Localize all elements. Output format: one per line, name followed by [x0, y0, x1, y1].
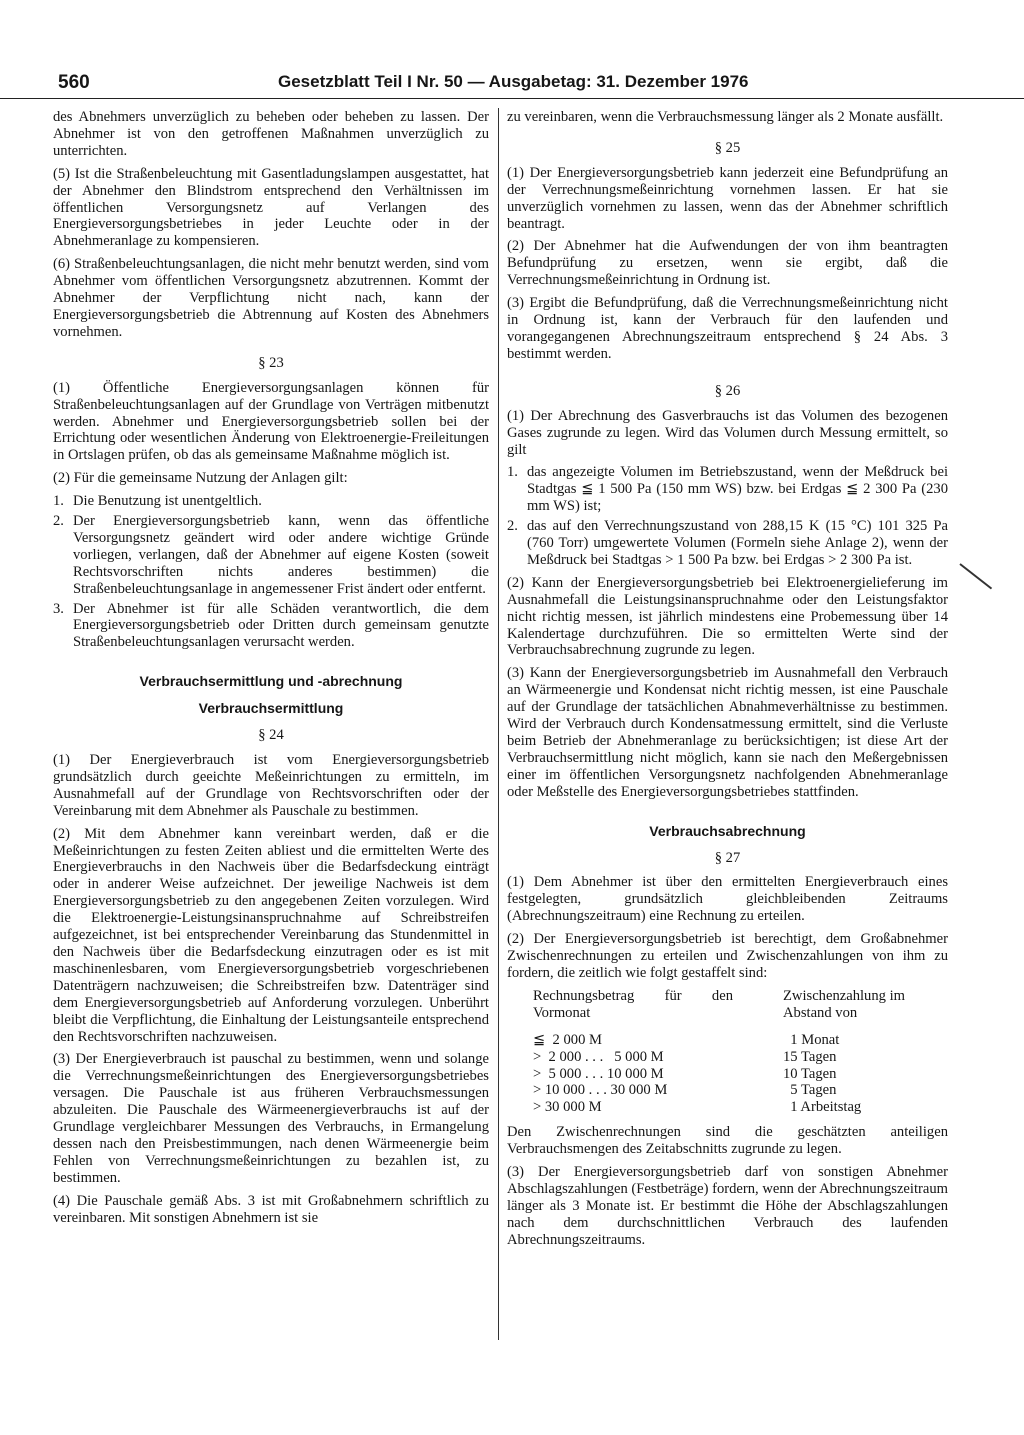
paragraph: (5) Ist die Straßenbeleuchtung mit Gasentladungslampen ausgestattet, hat der Abnehmer den Blindstrom entsprechend den Verhältnissen im öffentlichen Versorgungsnetz auf Verlangen des Energieversorgungsbetriebes in jeder Leuchte oder in der Abnehmeranlage zu kompensieren. — [53, 165, 489, 250]
list-item: 3. Der Abnehmer ist für alle Schäden verantwortlich, die dem Energieversorgungsbetrieb oder Dritten durch gemeinsam genutzte Straßenbeleuchtungsanlagen verursacht werden. — [53, 600, 489, 651]
section-number: § 23 — [258, 354, 284, 371]
paragraph: (2) Kann der Energieversorgungsbetrieb bei Elektroenergielieferung im Ausnahmefall die Leistungsinanspruchnahme oder den Leistungsfaktor nicht richtig messen, ist jährlich mindestens eine Probemessung über 14 Kalendertage durchzuführen. Die so ermittelten Werte sind der Verbrauchsabrechnung zugrunde zu legen. — [507, 574, 948, 659]
section-number: § 27 — [714, 849, 741, 866]
section-number: § 24 — [258, 727, 284, 744]
list-item: 1. Die Benutzung ist unentgeltlich. — [53, 493, 262, 510]
column-divider — [498, 108, 499, 1340]
paragraph: Den Zwischenrechnungen sind die geschätzten anteiligen Verbrauchsmengen des Zeitabschnitts zugrunde zu legen. — [507, 1124, 948, 1158]
paragraph: (2) Für die gemeinsame Nutzung der Anlagen gilt: — [53, 470, 348, 487]
paragraph: (3) Der Energieversorgungsbetrieb darf von sonstigen Abnehmer Abschlagszahlungen (Festbeträge) fordern, wenn der Abrechnungszeitraum länger als 3 Monate ist. Er bestimmt die Höhe der Abschlagszahlungen nach dem durchschnittlichen Verbrauch des laufenden Abrechnungszeitraums. — [507, 1164, 948, 1248]
paragraph: (1) Der Energieversorgungsbetrieb kann jederzeit eine Befundprüfung an der Verrechnungsmeßeinrichtung vornehmen lassen. Er hat sie unverzüglich vornehmen zu lassen, wenn das der Abnehmer schriftlich beantragt. — [507, 164, 948, 232]
list-item: 2. Der Energieversorgungsbetrieb kann, wenn das öffentliche Versorgungsnetz geändert wird oder andere wichtige Gründe vorliegen, verlangen, daß der Abnehmer auf eigene Kosten (soweit Rechtsvorschriften nichts anderes bestimmen) die Straßenbeleuchtungsanlage in angemessener Frist ändert oder entfernt. — [53, 513, 489, 597]
table-row: > 5 000 . . . 10 000 M 10 Tagen — [533, 1065, 837, 1082]
subchapter-heading: Verbrauchsermittlung — [198, 700, 344, 717]
margin-stroke-mark — [959, 563, 992, 589]
paragraph: (3) Ergibt die Befundprüfung, daß die Verrechnungsmeßeinrichtung nicht in Ordnung ist, kann der Verbrauch für den laufenden und vorangegangenen Abrechnungszeitraum entsprechend § 24 Abs. 3 bestimmt werden. — [507, 295, 948, 362]
paragraph: (1) Öffentliche Energieversorgungsanlagen können für Straßenbeleuchtungsanlagen auf der Grundlage von Verträgen mitbenutzt werden. Abnehmer und Energieversorgungsbetrieb sollen bei der Errichtung oder wesentlichen Änderung von Elektroenergie-Freileitungen in Ortslagen prüfen, ob das als gemeinsame Maßnahme möglich ist. — [53, 379, 489, 464]
table-header — [533, 988, 933, 1022]
right-column — [507, 109, 948, 1255]
paragraph: (3) Kann der Energieversorgungsbetrieb im Ausnahmefall den Verbrauch an Wärmeenergie und Kondensat nicht richtig messen, ist eine Pauschale auf der Grundlage der tatsächlichen Abnahmeverhältnisse zu bestimmen. Wird der Verbrauch durch Kondensatmessung ermittelt, sind die Verluste beim Betrieb der Abnehmeranlage zu berücksichtigen; ist diese Art der Verbrauchsermittlung nicht möglich, kann sie nach den Meßergebnissen einer im öffentlichen Versorgungsnetz nachfolgenden Abnehmeranlage oder Meßstelle des Energieversorgungsbetriebes stattfinden. — [507, 665, 948, 800]
table-header-interval: Zwischenzahlung im Abstand von — [783, 987, 905, 1021]
list-item: 2. das auf den Verrechnungszustand von 288,15 K (15 °C) 101 325 Pa (760 Torr) umgewertete Volumen (Formeln siehe Anlage 2), wenn der Meßdruck bei Stadtgas > 1 500 Pa bzw. bei Erdgas > 2 300 Pa ist. — [507, 518, 948, 568]
section-number: § 26 — [714, 382, 741, 399]
paragraph: zu vereinbaren, wenn die Verbrauchsmessung länger als 2 Monate ausfällt. — [507, 109, 944, 125]
payment-schedule-table — [533, 988, 933, 1116]
page-header — [0, 72, 1024, 99]
section-number: § 25 — [714, 139, 741, 156]
paragraph: (6) Straßenbeleuchtungsanlagen, die nicht mehr benutzt werden, sind vom Abnehmer vom öffentlichen Versorgungsnetz abzutrennen. Kommt der Abnehmer der Verpflichtung nicht nach, kann der Energieversorgungsbetrieb die Abtrennung auf Kosten des Abnehmers vornehmen. — [53, 256, 489, 340]
table-row: > 2 000 . . . 5 000 M 15 Tagen — [533, 1048, 837, 1065]
paragraph: (2) Der Energieversorgungsbetrieb ist berechtigt, dem Großabnehmer Zwischenrechnungen zu erteilen und Zwischenzahlungen von ihm zu fordern, die zeitlich wie folgt gestaffelt sind: — [507, 931, 948, 981]
numbered-list — [53, 493, 489, 651]
left-column — [53, 109, 489, 1232]
table-row: > 10 000 . . . 30 000 M 5 Tagen — [533, 1082, 837, 1099]
paragraph: (1) Dem Abnehmer ist über den ermittelten Energieverbrauch eines festgelegten, grundsätzlich gleichbleibenden Zeitraums (Abrechnungszeitraum) eine Rechnung zu erteilen. — [507, 874, 948, 925]
paragraph: (4) Die Pauschale gemäß Abs. 3 ist mit Großabnehmern schriftlich zu vereinbaren. Mit sonstigen Abnehmern ist sie — [53, 1192, 489, 1226]
paragraph: des Abnehmers unverzüglich zu beheben oder beheben zu lassen. Der Abnehmer ist von den getroffenen Maßnahmen unverzüglich zu unterrichten. — [53, 109, 489, 159]
list-item: 1. das angezeigte Volumen im Betriebszustand, wenn der Meßdruck bei Stadtgas ≦ 1 500 Pa (150 mm WS) bzw. bei Erdgas ≦ 2 300 Pa (230 mm WS) ist; — [507, 464, 948, 515]
chapter-heading: Verbrauchsermittlung und -abrechnung — [139, 673, 403, 690]
subchapter-heading: Verbrauchsabrechnung — [649, 822, 806, 839]
paragraph: (1) Der Energieverbrauch ist vom Energieversorgungsbetrieb grundsätzlich durch geeichte Meßeinrichtungen zu ermitteln, im Ausnahmefall auf der Grundlage von Rechtsvorschriften oder der Vereinbarung mit dem Abnehmer als Pauschale zu bestimmen. — [53, 752, 489, 819]
paragraph: (2) Der Abnehmer hat die Aufwendungen der von ihm beantragten Befundprüfung zu ersetzen, wenn sie ergibt, daß die Verrechnungsmeßeinrichtung in Ordnung ist. — [507, 238, 948, 289]
table-header-amount: Rechnungsbetrag für den Vormonat — [533, 987, 733, 1021]
numbered-list — [507, 464, 948, 568]
gazette-title: Gesetzblatt Teil I Nr. 50 — Ausgabetag: 31. Dezember 1976 — [278, 72, 749, 91]
table-row: > 30 000 M 1 Arbeitstag — [533, 1099, 862, 1116]
table-row: ≦ 2 000 M 1 Monat — [533, 1031, 840, 1048]
paragraph: (2) Mit dem Abnehmer kann vereinbart werden, daß er die Meßeinrichtungen zu festen Zeiten abliest und die ermittelten Werte des Energieverbrauchs in den Nachweis über die Bedarfsdeckung einträgt oder in anderer Weise aufzeichnet. Der jeweilige Nachweis ist dem Energieversorgungsbetrieb zu den angegebenen Zeiten vorzulegen. Wird die Elektroenergie-Leistungsinanspruchnahme auf Schreibstreifen aufgezeichnet, ist bei entsprechender Vereinbarung das Stundenmittel in den Nachweis über die Bedarfsdeckung einzutragen oder es ist mit maschinenlesbaren, vom Energieversorgungsbetrieb vorgeschriebenen Datenträgern nachzuweisen; die Schreibstreifen bzw. Datenträger sind dem Energieversorgungsbetrieb auf Anforderung vorzulegen. Unberührt bleibt die Verpflichtung, die Einhaltung der Leistungsanteile entsprechend den Rechtsvorschriften nachzuweisen. — [53, 825, 489, 1045]
page-number: 560 — [58, 72, 90, 93]
paragraph: (3) Der Energieverbrauch ist pauschal zu bestimmen, wenn und solange die Verrechnungsmeßeinrichtungen des Energieversorgungsbetriebes versagen. Die Pauschale ist aus früheren Verbrauchsmessungen abzuleiten. Die Pauschale des Wärmeenergieverbrauchs ist auf der Grundlage vergleichbarer Messungen des Verbrauchs, in Ermangelung dessen nach den Preisbestimmungen, nach denen Wärmeenergie beim Fehlen von Verrechnungsmeßeinrichtungen zu bezahlen ist, zu bestimmen. — [53, 1051, 489, 1186]
paragraph: (1) Der Abrechnung des Gasverbrauchs ist das Volumen des bezogenen Gases zugrunde zu legen. Wird das Volumen durch Messung ermittelt, so gilt — [507, 407, 948, 458]
